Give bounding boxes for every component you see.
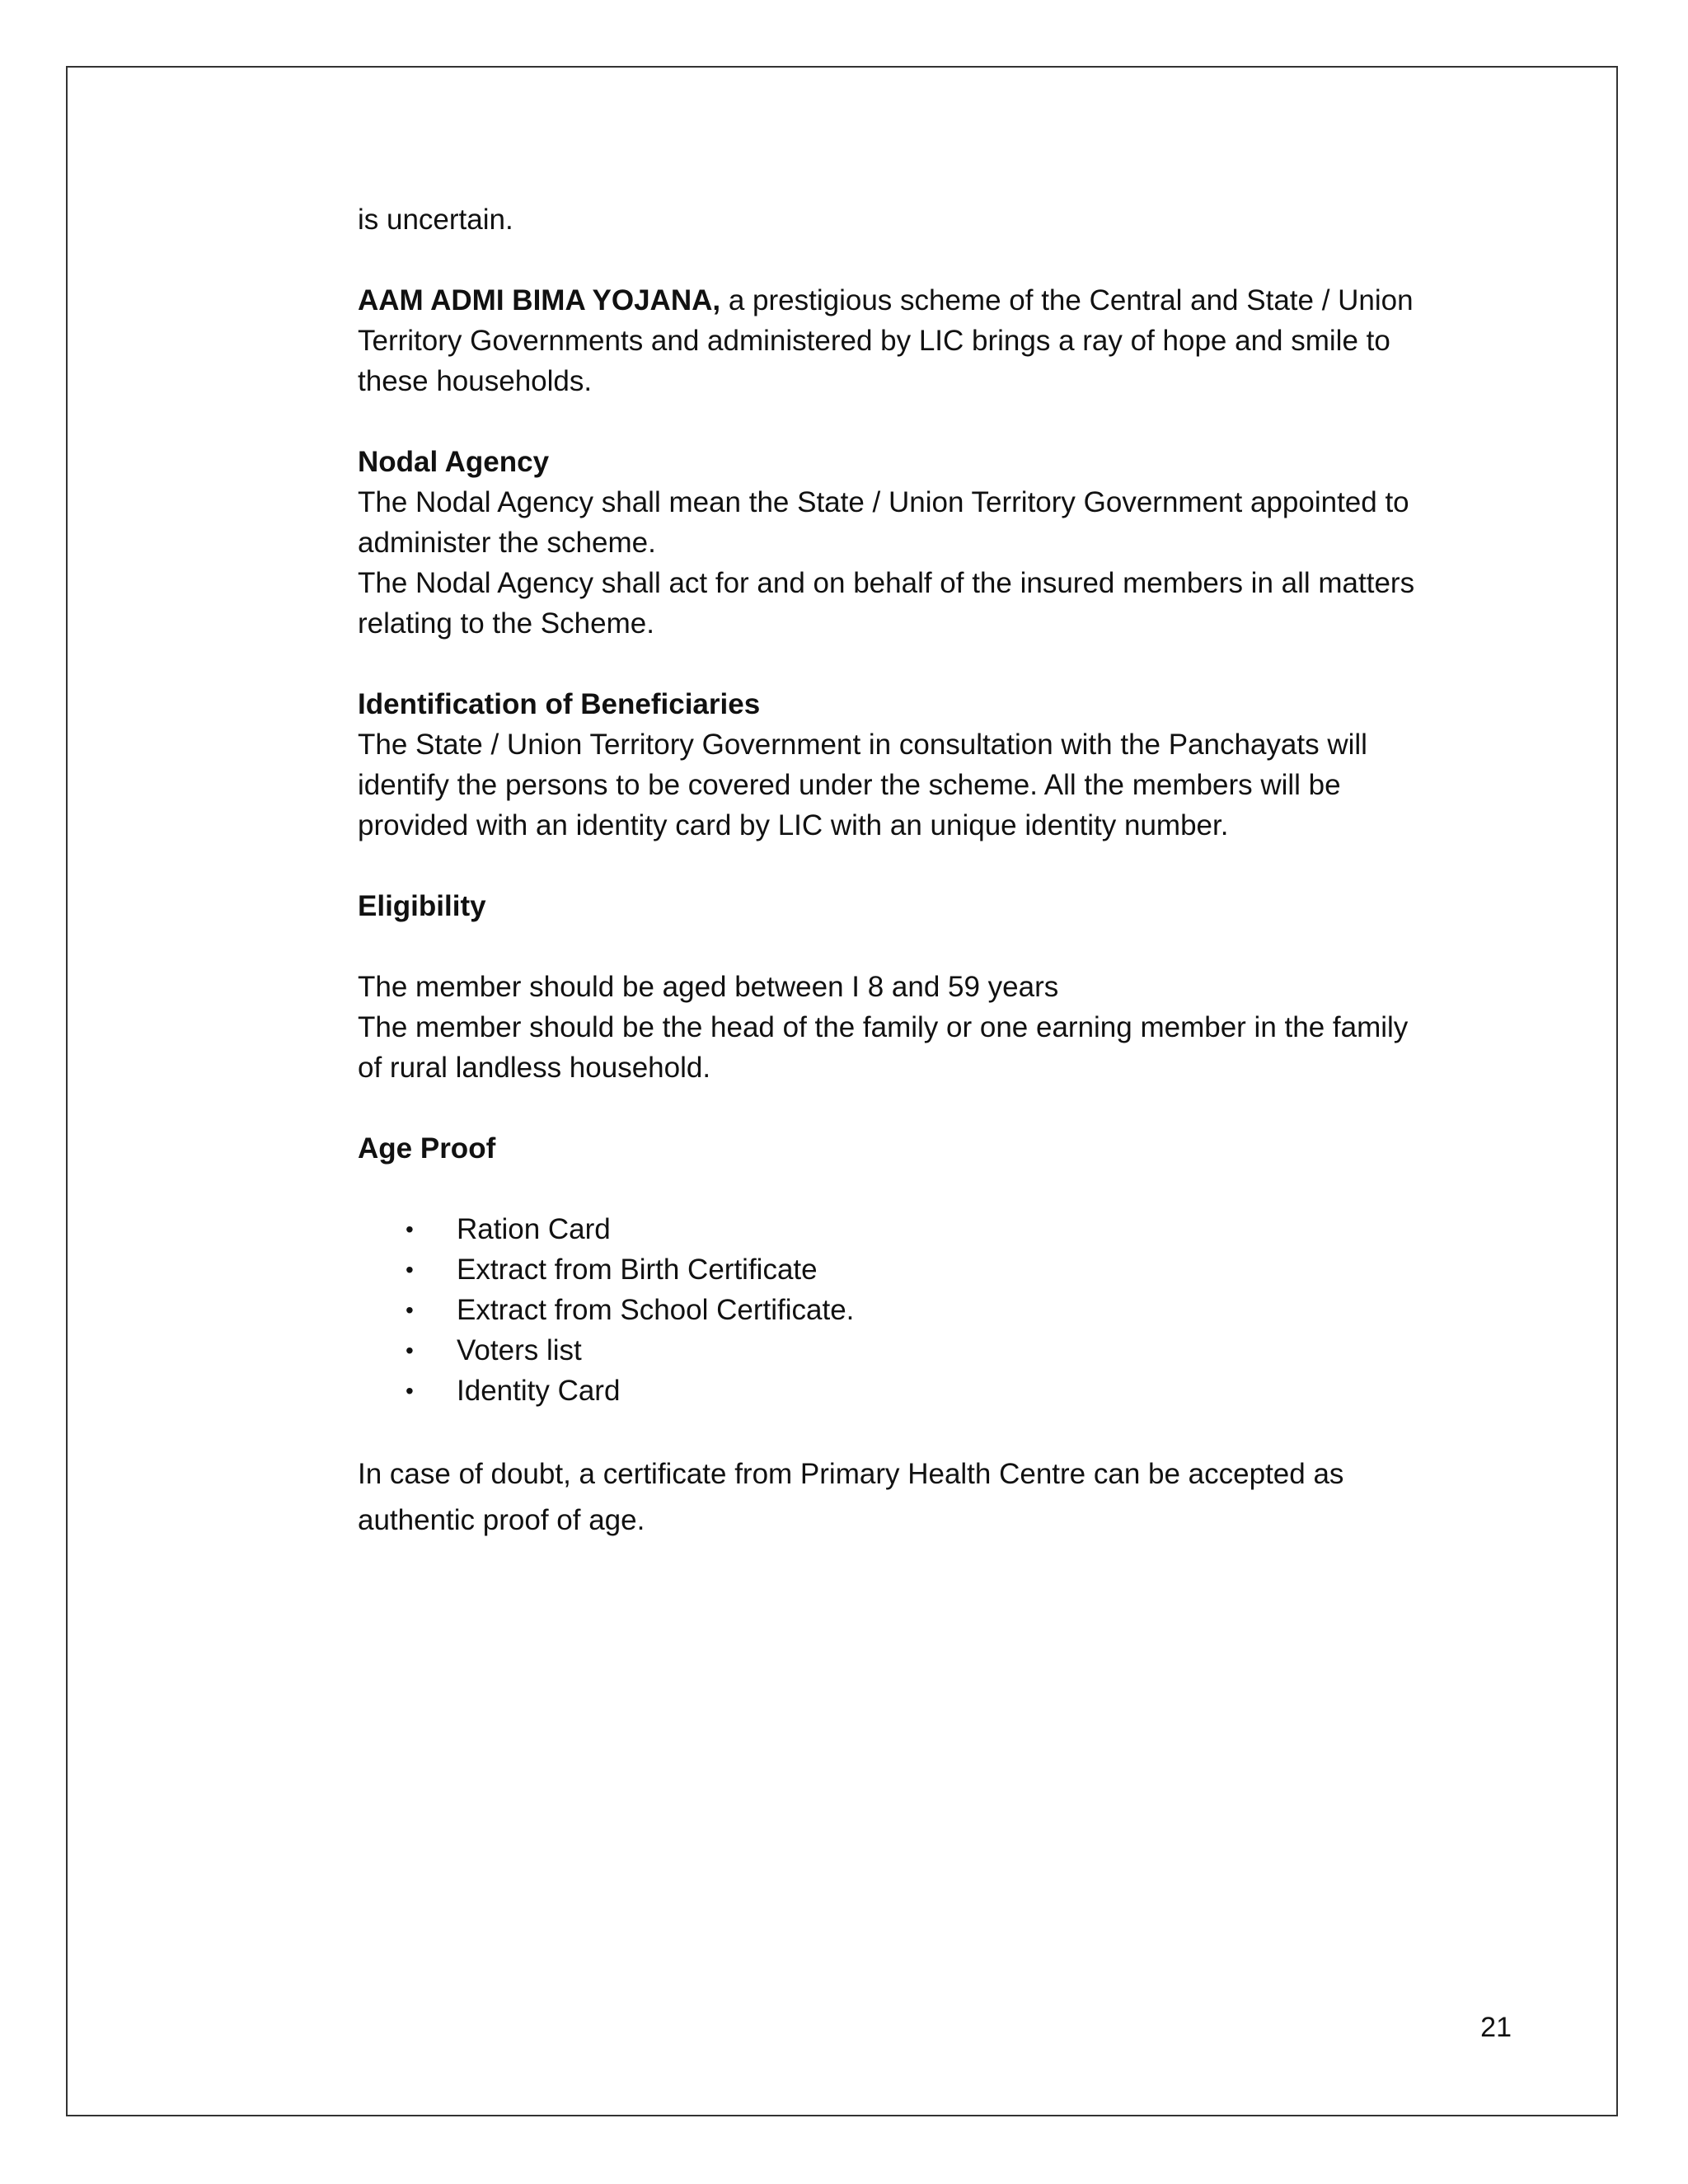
eligibility-section (358, 886, 1512, 1088)
bullet-icon: • (406, 1216, 414, 1242)
closing-line-2: authentic proof of age. (358, 1504, 645, 1536)
nodal-agency-line-4: relating to the Scheme. (358, 607, 654, 640)
intro-line-3: these households. (358, 365, 593, 397)
list-item-text: Extract from School Certificate. (457, 1294, 855, 1326)
bullet-icon: • (406, 1257, 414, 1282)
intro-paragraph (358, 280, 1512, 401)
closing-line-1: In case of doubt, a certificate from Primary Health Centre can be accepted as (358, 1458, 1344, 1490)
identification-line-3: provided with an identity card by LIC with an unique identity number. (358, 809, 1229, 841)
nodal-agency-line-3: The Nodal Agency shall act for and on behalf of the insured members in all matters (358, 567, 1415, 599)
list-item (358, 1330, 1512, 1371)
list-item (358, 1249, 1512, 1290)
spacer (358, 1088, 1512, 1128)
spacer (358, 240, 1512, 280)
spacer (358, 926, 1512, 967)
nodal-agency-line-2: administer the scheme. (358, 527, 656, 559)
age-proof-section (358, 1128, 1512, 1411)
nodal-agency-section (358, 442, 1512, 644)
page-number: 21 (1480, 2012, 1512, 2043)
nodal-agency-line-1: The Nodal Agency shall mean the State / Union Territory Government appointed to (358, 486, 1409, 518)
document-body (358, 199, 1512, 1544)
intro-line-2: Territory Governments and administered by LIC brings a ray of hope and smile to (358, 325, 1390, 357)
bullet-icon: • (406, 1297, 414, 1323)
intro-line-1-rest: a prestigious scheme of the Central and State / Union (720, 284, 1414, 316)
identification-section (358, 684, 1512, 846)
spacer (358, 1169, 1512, 1209)
bullet-icon: • (406, 1338, 414, 1363)
spacer (358, 644, 1512, 684)
eligibility-line-3: of rural landless household. (358, 1052, 711, 1084)
list-item (358, 1290, 1512, 1330)
spacer (358, 1411, 1512, 1451)
spacer (358, 846, 1512, 886)
list-item-text: Extract from Birth Certificate (457, 1254, 818, 1286)
identification-heading: Identification of Beneficiaries (358, 688, 761, 720)
continuation-text: is uncertain. (358, 204, 513, 236)
list-item-text: Ration Card (457, 1213, 611, 1245)
intro-line-1 (358, 280, 1512, 321)
age-proof-heading: Age Proof (358, 1132, 496, 1165)
list-item (358, 1209, 1512, 1249)
scheme-name: AAM ADMI BIMA YOJANA, (358, 284, 721, 316)
eligibility-line-2: The member should be the head of the family or one earning member in the family (358, 1011, 1409, 1043)
list-item-text: Identity Card (457, 1375, 621, 1407)
list-item-text: Voters list (457, 1334, 582, 1366)
identification-line-2: identify the persons to be covered under the scheme. All the members will be (358, 769, 1341, 801)
spacer (358, 401, 1512, 442)
closing-paragraph (358, 1451, 1512, 1544)
eligibility-line-1: The member should be aged between I 8 and 59 years (358, 971, 1059, 1003)
nodal-agency-heading: Nodal Agency (358, 446, 550, 478)
bullet-icon: • (406, 1378, 414, 1404)
age-proof-list (358, 1209, 1512, 1411)
identification-line-1: The State / Union Territory Government in consultation with the Panchayats will (358, 729, 1367, 761)
list-item (358, 1371, 1512, 1411)
eligibility-heading: Eligibility (358, 890, 486, 922)
